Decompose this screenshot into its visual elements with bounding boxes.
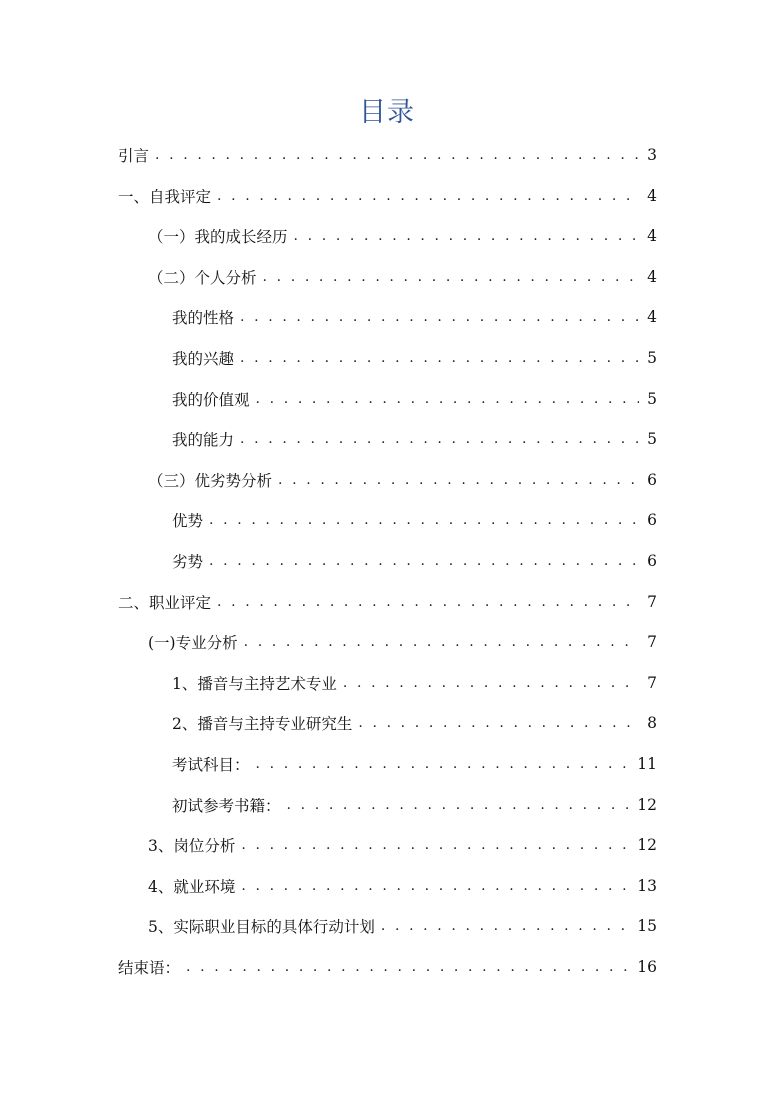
toc-entry-text: 我的兴趣: [172, 350, 235, 368]
toc-entry: [0, 790, 774, 820]
toc-entry: [0, 546, 774, 576]
toc-dot-leader: [358, 715, 639, 731]
toc-entry-link[interactable]: [148, 465, 657, 495]
toc-entry-link[interactable]: [148, 627, 657, 657]
toc-dot-leader: [240, 309, 639, 325]
toc-page-number: 15: [637, 917, 657, 936]
toc-page-number: 7: [647, 633, 657, 652]
toc-page-number: 4: [647, 186, 657, 205]
toc-entry: [0, 424, 774, 454]
toc-entry-link[interactable]: [172, 343, 657, 373]
toc-entry: [0, 343, 774, 373]
toc-title: 目录: [359, 97, 415, 128]
toc-dot-leader: [240, 431, 639, 447]
toc-entry-link[interactable]: [172, 302, 657, 332]
toc-entry-text: 劣势: [172, 553, 204, 571]
toc-entry-link[interactable]: [172, 790, 657, 820]
toc-entry: [0, 830, 774, 860]
toc-dot-leader: [209, 512, 639, 528]
toc-entry-link[interactable]: [172, 424, 657, 454]
toc-entry: [0, 302, 774, 332]
toc-entry: [0, 384, 774, 414]
toc-entry-link[interactable]: [148, 221, 657, 251]
toc-entry-link[interactable]: [148, 871, 657, 901]
toc-page-number: 12: [637, 795, 657, 814]
toc-entry-link[interactable]: [118, 587, 657, 617]
toc-entry-link[interactable]: [172, 668, 657, 698]
toc-page-number: 3: [647, 146, 657, 164]
toc-dot-leader: [263, 269, 639, 285]
toc-entry: [0, 140, 774, 170]
toc-dot-leader: [256, 391, 639, 407]
toc-dot-leader: [294, 228, 639, 244]
toc-entry-text: 考试科目：: [172, 756, 250, 774]
toc-entry-text: 优势: [172, 512, 204, 531]
toc-entry-text: （三）优劣势分析: [148, 471, 273, 490]
toc-page-number: 8: [647, 714, 657, 733]
toc-page-number: 6: [647, 511, 657, 530]
toc-entry-text: 1、播音与主持艺术专业: [172, 674, 337, 693]
toc-entry: [0, 221, 774, 251]
toc-entry-text: （二）个人分析: [148, 268, 257, 287]
toc-entry-link[interactable]: [148, 911, 657, 941]
toc-page-number: 12: [637, 836, 657, 855]
toc-entry: [0, 505, 774, 535]
toc-entry: [0, 262, 774, 292]
toc-entry-text: (一)专业分析: [148, 634, 238, 653]
toc-entry-text: 4、就业环境: [148, 877, 236, 896]
toc-page-number: 5: [647, 349, 657, 367]
toc-dot-leader: [209, 553, 639, 569]
toc-entry-link[interactable]: [172, 505, 657, 535]
toc-dot-leader: [256, 756, 634, 772]
toc-page-number: 5: [647, 389, 657, 408]
toc-page-number: 7: [647, 592, 657, 611]
toc-entry: [0, 668, 774, 698]
toc-dot-leader: [217, 594, 639, 610]
toc-entry: [0, 952, 774, 982]
toc-dot-leader: [240, 350, 639, 366]
toc-entry-link[interactable]: [118, 181, 657, 211]
toc-dot-leader: [241, 837, 633, 853]
toc-entry-text: 2、播音与主持专业研究生: [172, 715, 353, 734]
toc-entry-text: 一、自我评定: [118, 187, 212, 206]
toc-entry-link[interactable]: [172, 749, 657, 779]
toc-entry: [0, 708, 774, 738]
toc-page-number: 4: [647, 267, 657, 286]
toc-dot-leader: [287, 797, 634, 813]
toc-entry: [0, 181, 774, 211]
toc-entry-text: 我的能力: [172, 431, 235, 450]
toc-entry-link[interactable]: [172, 708, 657, 738]
toc-page-number: 4: [647, 227, 657, 246]
toc-entry-text: 我的价值观: [172, 390, 250, 409]
toc-entry-link[interactable]: [172, 384, 657, 414]
toc-entry-text: 引言: [118, 147, 150, 165]
toc-entry-text: 我的性格: [172, 309, 235, 328]
toc-dot-leader: [186, 959, 633, 975]
toc-page-number: 16: [637, 958, 657, 976]
toc-entry-link[interactable]: [148, 830, 657, 860]
toc-entry: [0, 749, 774, 779]
toc-entry: [0, 465, 774, 495]
toc-dot-leader: [278, 472, 639, 488]
toc-entry-text: （一）我的成长经历: [148, 228, 288, 247]
toc-page-number: 4: [647, 308, 657, 327]
toc-dot-leader: [343, 675, 639, 691]
toc-dot-leader: [217, 188, 639, 204]
toc-page-number: 5: [647, 430, 657, 449]
toc-entry-link[interactable]: [118, 952, 657, 982]
toc-entry-text: 结束语：: [118, 959, 181, 977]
toc-entry: [0, 871, 774, 901]
toc-entry-text: 5、实际职业目标的具体行动计划: [148, 918, 375, 937]
toc-entry-link[interactable]: [148, 262, 657, 292]
toc-entry-text: 初试参考书籍：: [172, 796, 281, 815]
toc-entry-text: 二、职业评定: [118, 593, 212, 612]
toc-entry: [0, 627, 774, 657]
toc-dot-leader: [241, 878, 633, 894]
toc-dot-leader: [381, 918, 633, 934]
toc-entry: [0, 587, 774, 617]
toc-entry: [0, 911, 774, 941]
toc-entry-link[interactable]: [172, 546, 657, 576]
toc-page-number: 7: [647, 673, 657, 692]
toc-page-number: 6: [647, 470, 657, 489]
toc-page-number: 11: [637, 755, 657, 773]
toc-page-number: 13: [637, 876, 657, 895]
toc-entry-text: 3、岗位分析: [148, 837, 236, 856]
toc-dot-leader: [244, 634, 639, 650]
toc-entry-link[interactable]: [118, 140, 657, 170]
toc-dot-leader: [155, 147, 639, 163]
toc-page-number: 6: [647, 552, 657, 570]
